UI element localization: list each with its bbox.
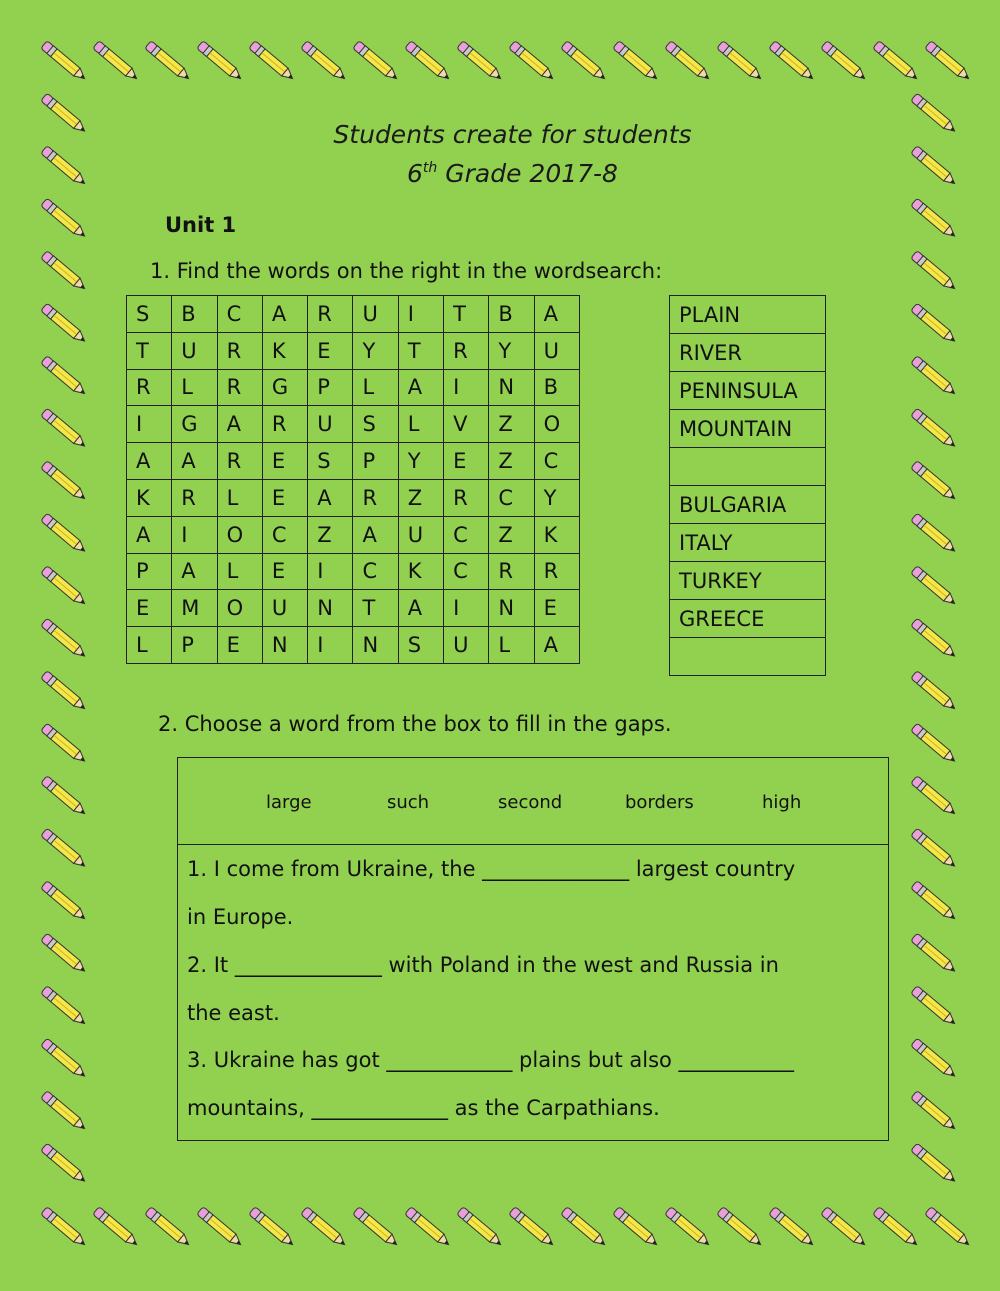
wordsearch-cell[interactable]: L [353,369,398,406]
pencil-icon [911,566,958,608]
wordsearch-cell[interactable]: R [262,406,307,443]
pencil-icon [41,723,88,765]
pencil-icon [93,1207,140,1249]
wordsearch-cell[interactable]: O [217,590,262,627]
wordsearch-cell[interactable]: R [489,553,534,590]
pencil-icon [41,566,88,608]
word-bank [178,758,888,845]
pencil-icon [301,1207,348,1249]
pencil-icon [911,828,958,870]
wordsearch-row [127,590,580,627]
wordsearch-grid [126,295,580,664]
wordsearch-cell[interactable]: R [444,332,489,369]
pencil-icon [911,408,958,450]
wordsearch-cell[interactable]: I [308,627,353,664]
wordsearch-cell[interactable]: C [489,479,534,516]
pencil-icon [911,461,958,503]
wordsearch-cell[interactable]: U [353,296,398,333]
pencil-icon [41,198,88,240]
word-list-item: MOUNTAIN [670,410,826,448]
unit-heading: Unit 1 [165,213,237,237]
word-bank-item: such [387,792,430,813]
word-list-item: TURKEY [670,562,826,600]
pencil-icon [911,776,958,818]
wordsearch-cell[interactable]: U [444,627,489,664]
pencil-icon [911,671,958,713]
wordsearch-cell[interactable]: E [262,479,307,516]
fill-in-box [177,757,889,1141]
wordsearch-cell[interactable]: L [172,369,217,406]
wordsearch-row [127,627,580,664]
wordsearch-cell[interactable]: E [127,590,172,627]
wordsearch-cell[interactable]: U [534,332,579,369]
wordsearch-cell[interactable]: Z [308,516,353,553]
wordsearch-cell[interactable]: P [172,627,217,664]
wordsearch-cell[interactable]: B [172,296,217,333]
word-list-item: PENINSULA [670,372,826,410]
pencil-icon [911,198,958,240]
pencil-icon [405,1207,452,1249]
wordsearch-cell[interactable]: R [172,479,217,516]
wordsearch-cell[interactable]: R [217,332,262,369]
wordsearch-cell[interactable]: N [489,369,534,406]
wordsearch-cell[interactable]: U [262,590,307,627]
wordsearch-cell[interactable]: T [444,296,489,333]
pencil-icon [41,1091,88,1133]
sentence-line: mountains, _____________ as the Carpathians. [187,1096,660,1120]
pencil-icon [509,1207,556,1249]
wordsearch-cell[interactable]: U [308,406,353,443]
pencil-icon [41,933,88,975]
wordsearch-cell[interactable]: A [172,443,217,480]
pencil-icon [911,986,958,1028]
wordsearch-cell[interactable]: Z [489,516,534,553]
pencil-icon [925,41,972,83]
wordsearch-cell[interactable]: Z [398,479,443,516]
wordsearch-row [127,479,580,516]
wordsearch-cell[interactable]: Y [398,443,443,480]
pencil-icon [911,723,958,765]
pencil-icon [873,41,920,83]
sentence-line: 1. I come from Ukraine, the ______________ largest country [187,857,796,881]
pencil-icon [41,1207,88,1249]
wordsearch-cell[interactable]: I [398,296,443,333]
wordsearch-cell[interactable]: B [534,369,579,406]
wordsearch-cell[interactable]: K [534,516,579,553]
pencil-icon [911,356,958,398]
word-list-item: GREECE [670,600,826,638]
wordsearch-cell[interactable]: A [398,590,443,627]
wordsearch-row [127,553,580,590]
wordsearch-cell[interactable]: M [172,590,217,627]
pencil-icon [145,41,192,83]
pencil-icon [665,41,712,83]
wordsearch-cell[interactable]: C [353,553,398,590]
sentence-line: 3. Ukraine has got ____________ plains but also ___________ [187,1048,795,1072]
pencil-icon [561,1207,608,1249]
wordsearch-cell[interactable]: N [262,627,307,664]
pencil-icon [665,1207,712,1249]
wordsearch-cell[interactable]: I [444,369,489,406]
wordsearch-cell[interactable]: K [262,332,307,369]
word-bank-item: high [762,792,802,813]
wordsearch-cell[interactable]: A [127,443,172,480]
wordsearch-cell[interactable]: A [217,406,262,443]
pencil-icon [93,41,140,83]
pencil-icon [249,1207,296,1249]
pencil-icon [41,828,88,870]
pencil-icon [613,41,660,83]
wordsearch-cell[interactable]: P [353,443,398,480]
wordsearch-cell[interactable]: I [308,553,353,590]
sentence-line: in Europe. [187,905,294,929]
wordsearch-cell[interactable]: Z [489,443,534,480]
pencil-icon [197,1207,244,1249]
sentence-line: the east. [187,1001,280,1025]
wordsearch-cell[interactable]: R [217,443,262,480]
wordsearch-cell[interactable]: L [127,627,172,664]
wordsearch-cell[interactable]: U [398,516,443,553]
pencil-icon [41,881,88,923]
wordsearch-cell[interactable]: L [217,479,262,516]
pencil-icon [911,1143,958,1185]
wordsearch-cell[interactable]: R [127,369,172,406]
pencil-icon [911,618,958,660]
wordsearch-cell[interactable]: N [353,627,398,664]
wordsearch-cell[interactable]: O [217,516,262,553]
wordsearch-cell[interactable]: E [217,627,262,664]
pencil-icon [769,1207,816,1249]
word-bank-item: borders [625,792,694,813]
wordsearch-cell[interactable]: A [353,516,398,553]
wordsearch-cell[interactable]: P [127,553,172,590]
pencil-icon [717,1207,764,1249]
pencil-icon [41,408,88,450]
wordsearch-cell[interactable]: T [353,590,398,627]
wordsearch-cell[interactable]: R [217,369,262,406]
wordsearch-cell[interactable]: A [534,627,579,664]
pencil-icon [613,1207,660,1249]
wordsearch-cell[interactable]: S [308,443,353,480]
wordsearch-cell[interactable]: Y [534,479,579,516]
wordsearch-cell[interactable]: I [172,516,217,553]
pencil-icon [717,41,764,83]
pencil-icon [911,303,958,345]
pencil-icon [41,1143,88,1185]
wordsearch-cell[interactable]: Y [353,332,398,369]
word-list-item: ITALY [670,524,826,562]
wordsearch-cell[interactable]: K [398,553,443,590]
word-list-item [670,638,826,676]
pencil-icon [41,1038,88,1080]
pencil-icon [41,986,88,1028]
wordsearch-cell[interactable]: R [444,479,489,516]
pencil-icon [911,1091,958,1133]
word-bank-item: large [266,792,312,813]
wordsearch-cell[interactable]: A [172,553,217,590]
wordsearch-cell[interactable]: Z [489,406,534,443]
wordsearch-cell[interactable]: S [353,406,398,443]
pencil-icon [911,513,958,555]
pencil-icon [197,41,244,83]
pencil-icon [41,251,88,293]
wordsearch-cell[interactable]: B [489,296,534,333]
wordsearch-cell[interactable]: L [398,406,443,443]
word-list-item [670,448,826,486]
pencil-icon [249,41,296,83]
page-title: Students create for students [333,120,692,149]
wordsearch-cell[interactable]: L [217,553,262,590]
sentence-line: 2. It ______________ with Poland in the west and Russia in [187,953,779,977]
wordsearch-cell[interactable]: E [444,443,489,480]
wordsearch-cell[interactable]: I [444,590,489,627]
word-bank-item: second [498,792,563,813]
pencil-icon [353,1207,400,1249]
pencil-icon [911,933,958,975]
pencil-icon [41,618,88,660]
wordsearch-row [127,406,580,443]
pencil-icon [353,41,400,83]
pencil-icon [41,671,88,713]
pencil-icon [911,251,958,293]
word-list [669,295,826,676]
wordsearch-cell[interactable]: N [308,590,353,627]
exercise2-instruction: 2. Choose a word from the box to fill in the gaps. [158,712,672,736]
pencil-icon [41,776,88,818]
pencil-icon [405,41,452,83]
wordsearch-cell[interactable]: P [308,369,353,406]
wordsearch-cell[interactable]: R [308,296,353,333]
wordsearch-cell[interactable]: E [262,443,307,480]
pencil-icon [873,1207,920,1249]
pencil-icon [41,461,88,503]
wordsearch-row [127,443,580,480]
wordsearch-cell[interactable]: R [353,479,398,516]
wordsearch-cell[interactable]: S [127,296,172,333]
wordsearch-cell[interactable]: N [489,590,534,627]
wordsearch-cell[interactable]: E [308,332,353,369]
wordsearch-cell[interactable]: T [127,332,172,369]
pencil-icon [911,1038,958,1080]
pencil-icon [457,41,504,83]
wordsearch-cell[interactable]: G [262,369,307,406]
wordsearch-cell[interactable]: A [534,296,579,333]
wordsearch-cell[interactable]: I [127,406,172,443]
wordsearch-row [127,332,580,369]
wordsearch-row [127,516,580,553]
wordsearch-cell[interactable]: A [308,479,353,516]
wordsearch-cell[interactable]: G [172,406,217,443]
pencil-icon [925,1207,972,1249]
word-list-item: PLAIN [670,296,826,334]
wordsearch-cell[interactable]: A [398,369,443,406]
wordsearch-row [127,369,580,406]
pencil-icon [41,303,88,345]
pencil-icon [821,41,868,83]
wordsearch-cell[interactable]: T [398,332,443,369]
wordsearch-cell[interactable]: C [444,516,489,553]
pencil-icon [41,41,88,83]
wordsearch-row [127,296,580,333]
wordsearch-cell[interactable]: R [534,553,579,590]
wordsearch-cell[interactable]: A [262,296,307,333]
pencil-icon [301,41,348,83]
wordsearch-cell[interactable]: C [262,516,307,553]
pencil-icon [911,881,958,923]
wordsearch-cell[interactable]: K [127,479,172,516]
page-subtitle: 6th Grade 2017-8 [407,159,618,188]
wordsearch-cell[interactable]: C [444,553,489,590]
wordsearch-cell[interactable]: C [534,443,579,480]
pencil-icon [509,41,556,83]
pencil-icon [769,41,816,83]
pencil-icon [457,1207,504,1249]
wordsearch-cell[interactable]: O [534,406,579,443]
wordsearch-cell[interactable]: V [444,406,489,443]
exercise1-instruction: 1. Find the words on the right in the wordsearch: [150,259,663,283]
pencil-icon [41,513,88,555]
wordsearch-cell[interactable]: A [127,516,172,553]
wordsearch-cell[interactable]: L [489,627,534,664]
word-list-item: BULGARIA [670,486,826,524]
wordsearch-cell[interactable]: U [172,332,217,369]
pencil-icon [145,1207,192,1249]
wordsearch-cell[interactable]: Y [489,332,534,369]
wordsearch-cell[interactable]: E [534,590,579,627]
word-list-item: RIVER [670,334,826,372]
pencil-icon [561,41,608,83]
wordsearch-cell[interactable]: E [262,553,307,590]
pencil-icon [821,1207,868,1249]
wordsearch-cell[interactable]: C [217,296,262,333]
wordsearch-cell[interactable]: S [398,627,443,664]
pencil-icon [41,356,88,398]
